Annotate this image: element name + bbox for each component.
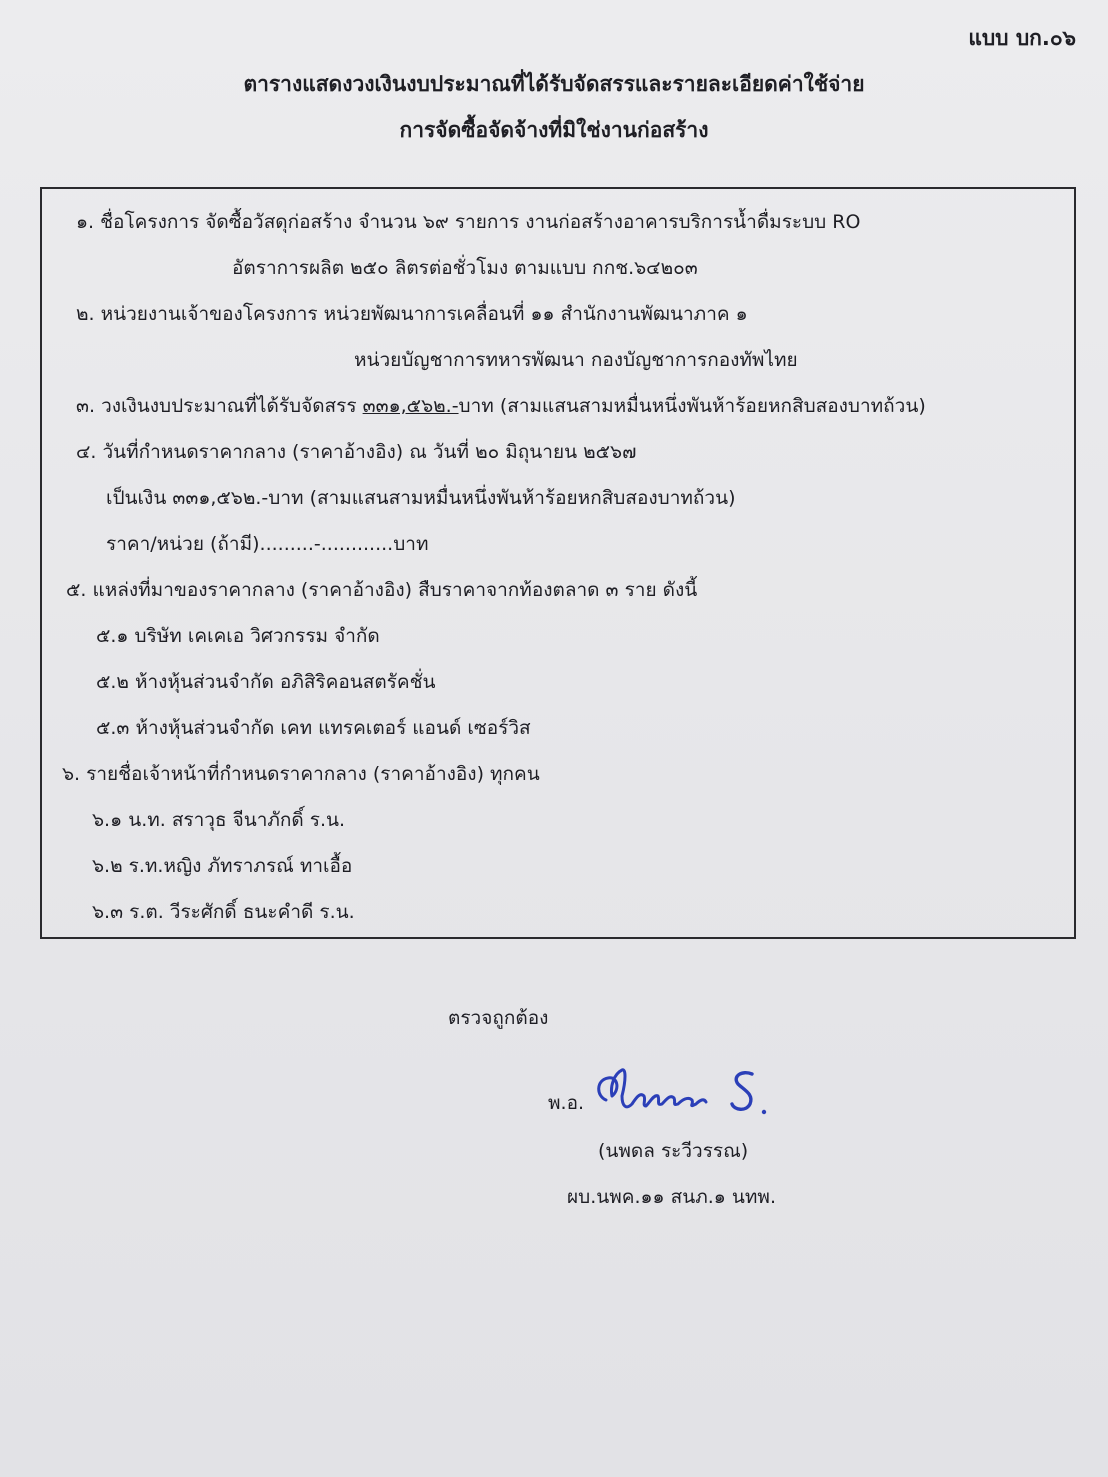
item-2-owner-unit: ๒. หน่วยงานเจ้าของโครงการ หน่วยพัฒนาการเคลื่อนที่ ๑๑ สำนักงานพัฒนาภาค ๑ (76, 303, 748, 325)
item-6-officer-1: ๖.๑ น.ท. สราวุธ จีนาภักดิ์ ร.น. (92, 809, 346, 831)
item-5-source-3: ๕.๓ ห้างหุ้นส่วนจำกัด เคท แทรคเตอร์ แอนด์ เซอร์วิส (96, 717, 531, 739)
item-3-budget-words: บาท (สามแสนสามหมื่นหนึ่งพันห้าร้อยหกสิบสองบาทถ้วน) (458, 395, 926, 417)
item-3-budget-label: ๓. วงเงินงบประมาณที่ได้รับจัดสรร (76, 395, 363, 417)
item-5-source-1: ๕.๑ บริษัท เคเคเอ วิศวกรรม จำกัด (96, 625, 380, 647)
handwritten-signature (592, 1066, 782, 1122)
item-1-project-name: ๑. ชื่อโครงการ จัดซื้อวัสดุก่อสร้าง จำนวน ๖๙ รายการ งานก่อสร้างอาคารบริการน้ำดื่มระบบ RO (76, 211, 861, 233)
item-3-budget (76, 397, 926, 416)
item-1-project-detail: อัตราการผลิต ๒๕๐ ลิตรต่อชั่วโมง ตามแบบ กกช.๖๔๒๐๓ (232, 257, 698, 279)
form-code: แบบ บก.๐๖ (968, 26, 1076, 50)
signer-name: (นพดล ระวีวรรณ) (598, 1140, 749, 1162)
verified-label: ตรวจถูกต้อง (448, 1007, 549, 1029)
item-4-reference-date: ๔. วันที่กำหนดราคากลาง (ราคาอ้างอิง) ณ วันที่ ๒๐ มิถุนายน ๒๕๖๗ (76, 441, 637, 463)
item-6-officer-3: ๖.๓ ร.ต. วีระศักดิ์ ธนะคำดี ร.น. (92, 901, 355, 923)
signer-position: ผบ.นพค.๑๑ สนภ.๑ นทพ. (567, 1186, 776, 1208)
item-4-unit-price: ราคา/หน่วย (ถ้ามี).........-............บาท (106, 533, 429, 555)
signer-rank: พ.อ. (548, 1092, 585, 1114)
item-6-officer-2: ๖.๒ ร.ท.หญิง ภัทราภรณ์ ทาเอื้อ (92, 855, 353, 877)
item-4-amount: เป็นเงิน ๓๓๑,๕๖๒.-บาท (สามแสนสามหมื่นหนึ่งพันห้าร้อยหกสิบสองบาทถ้วน) (106, 487, 736, 509)
details-box (40, 187, 1076, 939)
document-title: ตารางแสดงวงเงินงบประมาณที่ได้รับจัดสรรและรายละเอียดค่าใช้จ่าย (243, 72, 865, 96)
item-5-source-2: ๕.๒ ห้างหุ้นส่วนจำกัด อภิสิริคอนสตรัคชั่น (96, 671, 436, 693)
item-3-budget-amount: ๓๓๑,๕๖๒.- (362, 395, 459, 417)
item-2-owner-command: หน่วยบัญชาการทหารพัฒนา กองบัญชาการกองทัพไทย (354, 349, 798, 371)
item-6-officers: ๖. รายชื่อเจ้าหน้าที่กำหนดราคากลาง (ราคาอ้างอิง) ทุกคน (62, 763, 540, 785)
document-subtitle: การจัดซื้อจัดจ้างที่มิใช่งานก่อสร้าง (399, 118, 709, 142)
item-5-price-sources: ๕. แหล่งที่มาของราคากลาง (ราคาอ้างอิง) สืบราคาจากท้องตลาด ๓ ราย ดังนี้ (66, 579, 698, 601)
